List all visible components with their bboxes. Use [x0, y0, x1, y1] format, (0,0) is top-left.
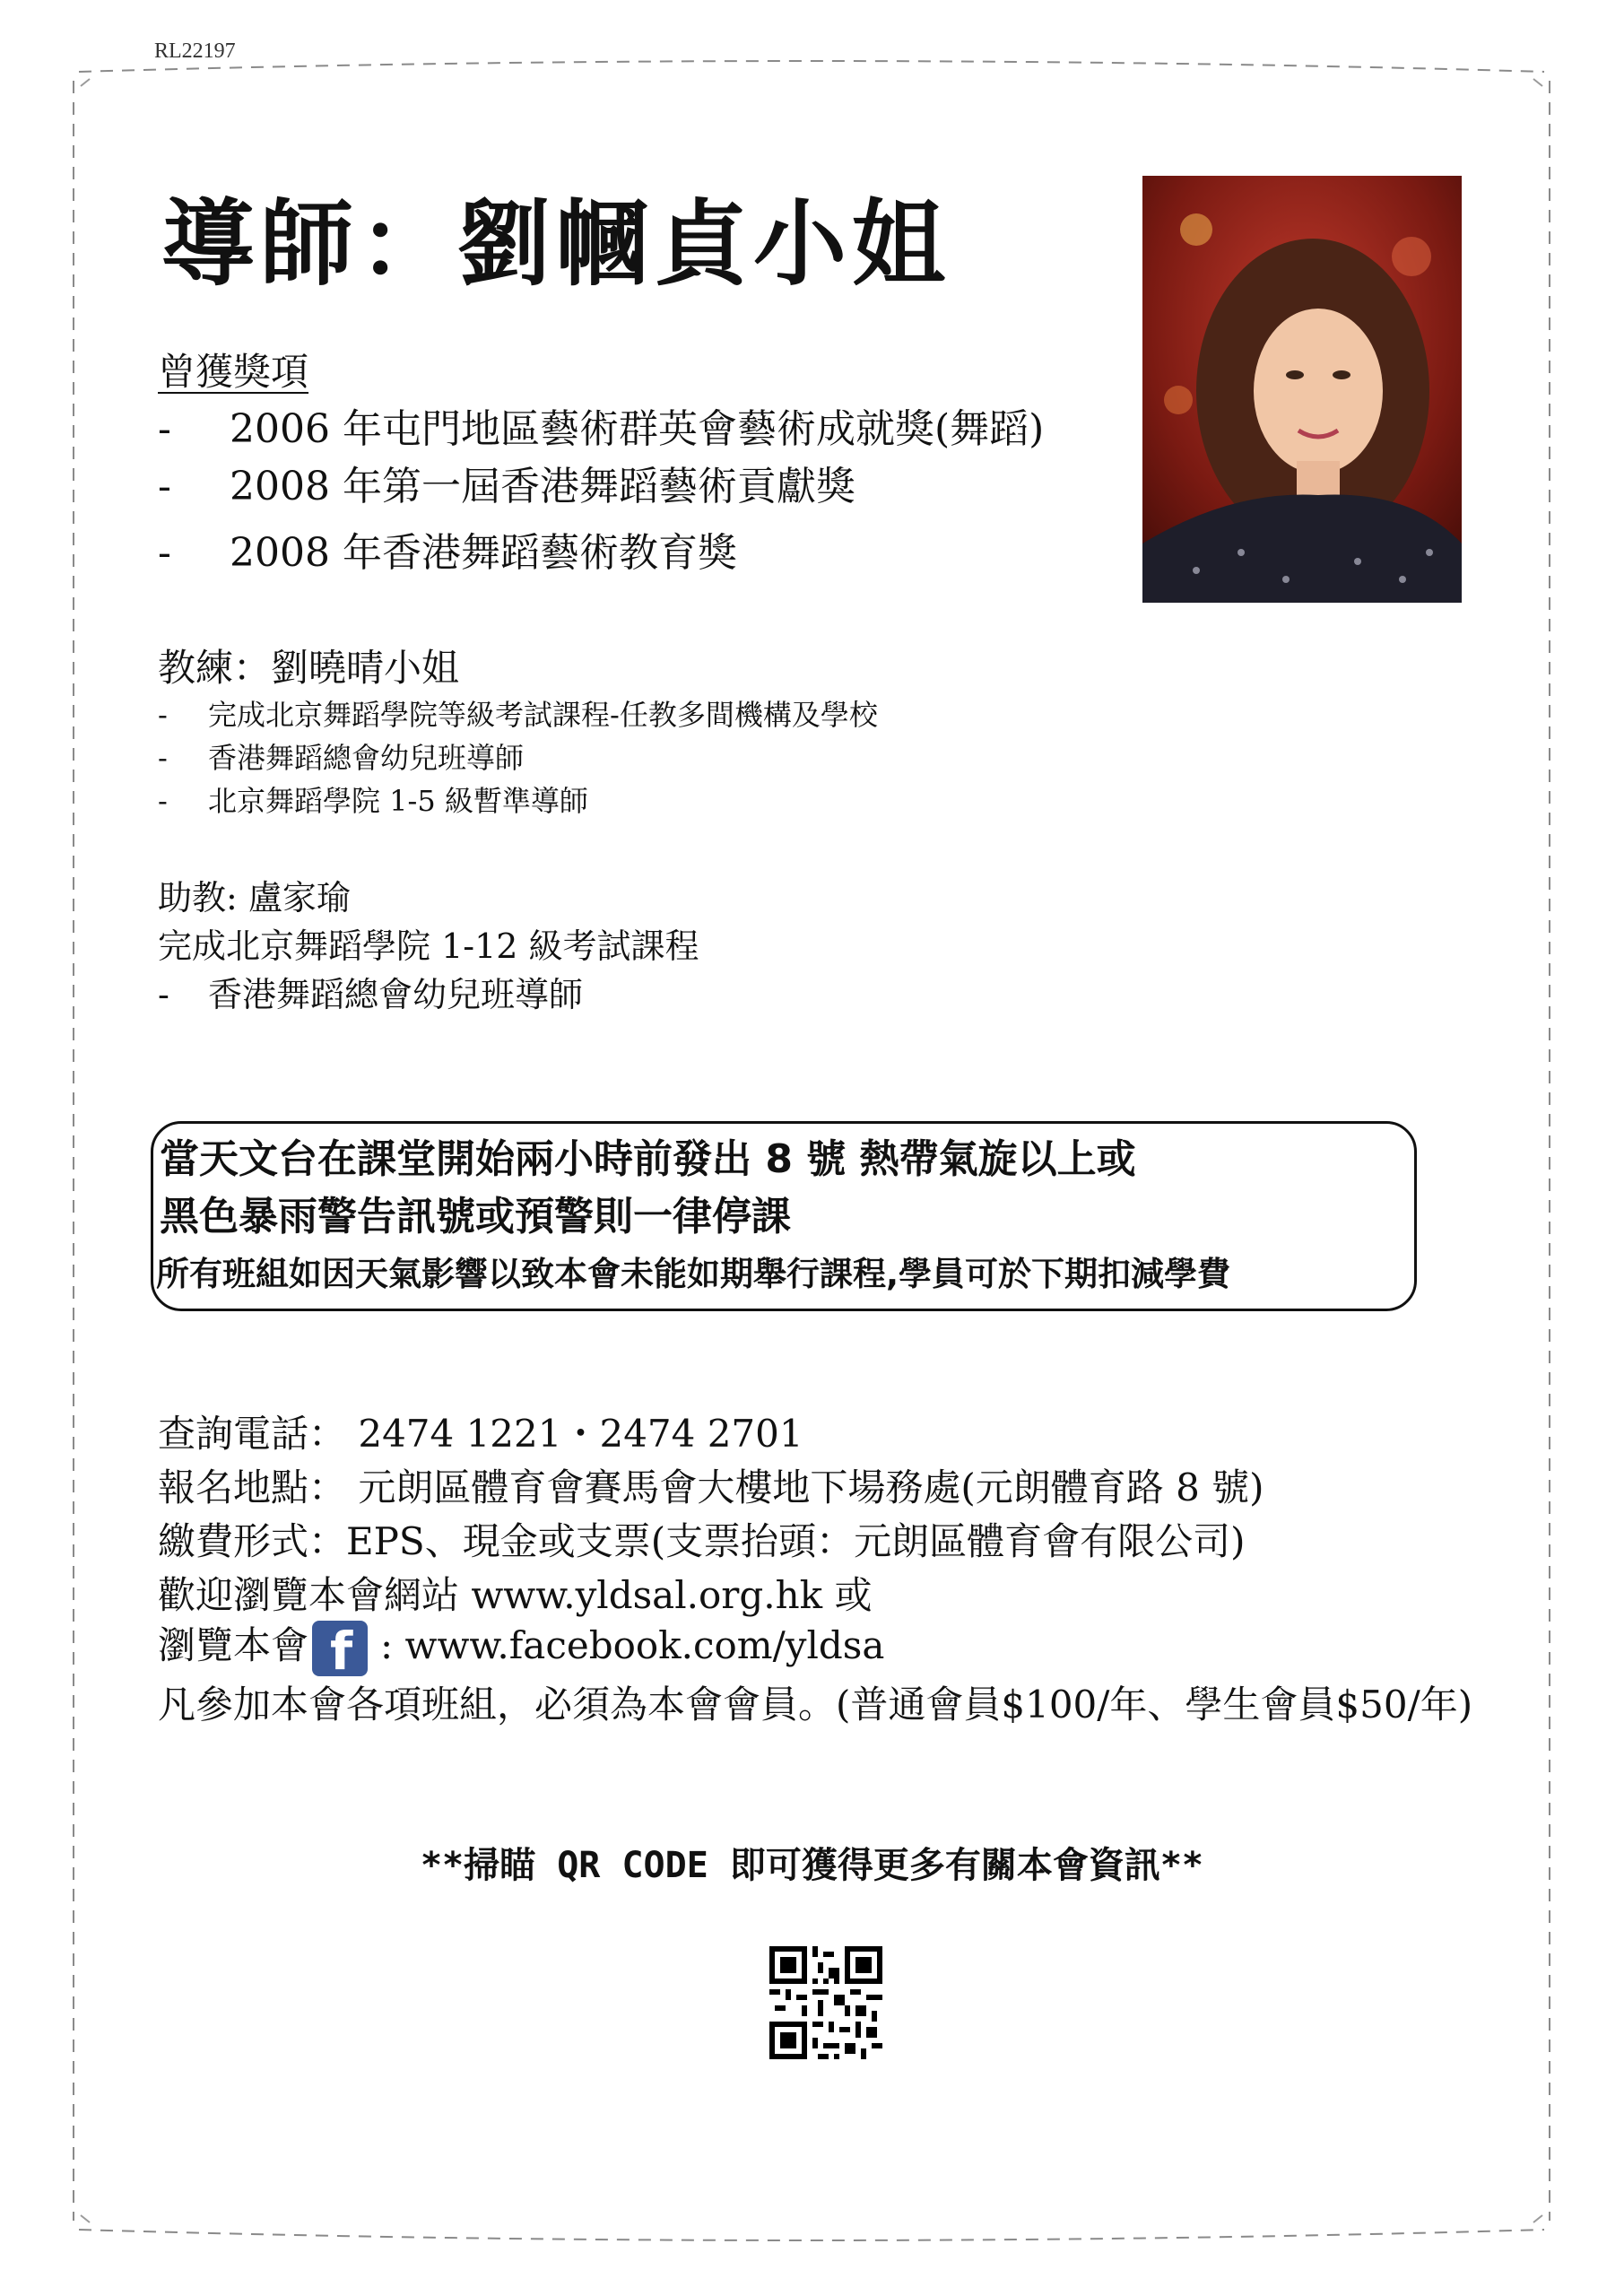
qr-prompt: **掃瞄 QR CODE 即可獲得更多有關本會資訊**	[420, 1845, 1204, 1886]
notice-line: 黑色暴雨警告訊號或預警則一律停課	[160, 1194, 791, 1239]
award-item	[158, 396, 1044, 454]
facebook-prefix: 瀏覽本會	[158, 1623, 309, 1667]
notice-line: 當天文台在課堂開始兩小時前發出 8 號 熱帶氣旋以上或	[160, 1136, 1136, 1182]
qr-code	[769, 1946, 882, 2059]
coach-item	[158, 692, 878, 734]
award-text: 2008 年香港舞蹈藝術教育獎	[230, 530, 737, 576]
enquiry-phone: 查詢電話： 2474 1221・2474 2701	[158, 1412, 803, 1456]
page-title: 導師：劉幗貞小姐	[161, 189, 951, 299]
payment-methods: 繳費形式：EPS、現金或支票(支票抬頭：元朗區體育會有限公司)	[158, 1519, 1246, 1563]
awards-heading: 曾獲獎項	[158, 350, 309, 394]
award-item	[158, 454, 855, 511]
bullet-dash: -	[158, 975, 169, 1014]
registration-venue: 報名地點： 元朗區體育會賽馬會大樓地下場務處(元朗體育路 8 號)	[158, 1465, 1264, 1509]
facebook-line	[158, 1616, 885, 1682]
bullet-dash: -	[158, 784, 168, 818]
coach-text: 北京舞蹈學院 1-5 級暫準導師	[208, 784, 588, 818]
coach-item	[158, 778, 588, 820]
reference-code: RL22197	[154, 39, 236, 63]
instructor-photo	[1142, 176, 1462, 603]
bullet-dash: -	[158, 464, 171, 509]
membership-requirement: 凡參加本會各項班組，必須為本會會員。(普通會員$100/年、學生會員$50/年)	[158, 1683, 1473, 1726]
assistant-item	[158, 967, 583, 1016]
coach-text: 香港舞蹈總會幼兒班導師	[208, 741, 525, 775]
coach-item	[158, 735, 524, 777]
award-text: 2008 年第一屆香港舞蹈藝術貢獻獎	[230, 464, 855, 509]
notice-line: 所有班組如因天氣影響以致本會未能如期舉行課程,學員可於下期扣減學費	[156, 1255, 1231, 1293]
bullet-dash: -	[158, 741, 168, 775]
website-line: 歡迎瀏覽本會網站 www.yldsal.org.hk 或	[158, 1573, 873, 1617]
bullet-dash: -	[158, 698, 168, 732]
facebook-icon: f	[312, 1621, 368, 1676]
bullet-dash: -	[158, 530, 171, 576]
assistant-heading: 助教: 盧家瑜	[158, 878, 351, 918]
bullet-dash: -	[158, 406, 171, 452]
coach-text: 完成北京舞蹈學院等級考試課程-任教多間機構及學校	[208, 698, 878, 732]
assistant-text: 香港舞蹈總會幼兒班導師	[208, 975, 584, 1014]
coach-heading: 教練：劉曉晴小姐	[158, 646, 460, 690]
award-item	[158, 520, 737, 578]
assistant-qualification: 完成北京舞蹈學院 1-12 級考試課程	[158, 926, 699, 966]
award-text: 2006 年屯門地區藝術群英會藝術成就獎(舞蹈)	[230, 406, 1045, 452]
facebook-url: : www.facebook.com/yldsa	[380, 1623, 885, 1667]
